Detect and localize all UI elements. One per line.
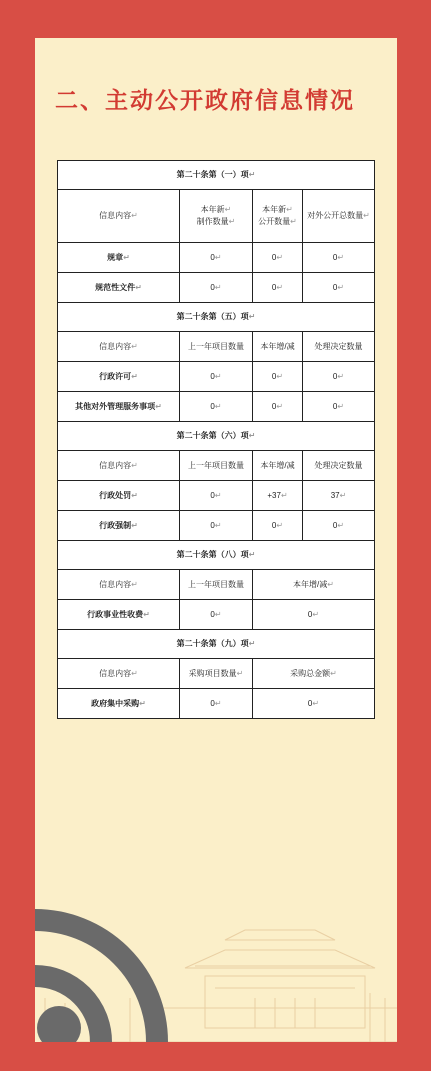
table-row — [58, 481, 375, 511]
table-cell: 0↵ — [253, 511, 303, 541]
section-title-row: 第二十条第（九）项↵ — [58, 630, 375, 659]
header-cell: 上一年项目数量 — [180, 332, 253, 362]
row-label: 政府集中采购↵ — [58, 689, 180, 719]
section-title-row: 第二十条第（六）项↵ — [58, 422, 375, 451]
header-cell: 信息内容↵ — [58, 190, 180, 243]
table-cell: 0↵ — [303, 243, 375, 273]
page-title: 二、主动公开政府信息情况 — [55, 87, 355, 113]
table-cell: 0↵ — [180, 243, 253, 273]
info-table-document — [57, 160, 375, 719]
table-cell: 0↵ — [180, 600, 253, 630]
table-cell: 0↵ — [303, 362, 375, 392]
section-title: 第二十条第（八）项 — [176, 550, 249, 559]
section-title-row: 第二十条第（一）项↵ — [58, 161, 375, 190]
section-title-row: 第二十条第（五）项↵ — [58, 303, 375, 332]
header-cell: 本年增/减 — [253, 332, 303, 362]
section-title: 第二十条第（九）项 — [176, 639, 249, 648]
header-cell: 本年增/减↵ — [253, 570, 375, 600]
table-row — [58, 600, 375, 630]
header-cell: 信息内容↵ — [58, 332, 180, 362]
signal-dot — [37, 1006, 81, 1042]
section-title: 第二十条第（五）项 — [176, 312, 249, 321]
row-label: 规章↵ — [58, 243, 180, 273]
table-header-row — [58, 659, 375, 689]
header-cell: 采购总金额↵ — [253, 659, 375, 689]
header-cell: 本年新↵ 公开数量↵ — [253, 190, 303, 243]
table-row — [58, 689, 375, 719]
row-label: 其他对外管理服务事项↵ — [58, 392, 180, 422]
table-cell: 0↵ — [180, 362, 253, 392]
table-cell: 0↵ — [253, 689, 375, 719]
table-cell: 37↵ — [303, 481, 375, 511]
table-cell: 0↵ — [180, 689, 253, 719]
table-cell: 0↵ — [303, 511, 375, 541]
table-cell: 0↵ — [180, 392, 253, 422]
section-title: 第二十条第（一）项 — [176, 170, 249, 179]
table-cell: 0↵ — [303, 273, 375, 303]
section-title-row: 第二十条第（八）项↵ — [58, 541, 375, 570]
header-cell: 处理决定数量 — [303, 332, 375, 362]
header-cell: 信息内容↵ — [58, 451, 180, 481]
header-cell: 信息内容↵ — [58, 570, 180, 600]
table-row — [58, 511, 375, 541]
row-label: 规范性文件↵ — [58, 273, 180, 303]
header-cell: 本年增/减 — [253, 451, 303, 481]
table-cell: 0↵ — [303, 392, 375, 422]
row-label: 行政处罚↵ — [58, 481, 180, 511]
table-cell: 0↵ — [253, 600, 375, 630]
header-cell: 上一年项目数量 — [180, 451, 253, 481]
table-row — [58, 392, 375, 422]
header-cell: 本年新↵ 制作数量↵ — [180, 190, 253, 243]
disclosure-table — [57, 160, 375, 719]
header-cell: 采购项目数量↵ — [180, 659, 253, 689]
content-panel — [35, 38, 397, 1042]
table-cell: 0↵ — [253, 243, 303, 273]
table-cell: 0↵ — [253, 273, 303, 303]
row-label: 行政许可↵ — [58, 362, 180, 392]
background-decoration — [35, 858, 397, 1042]
header-cell: 处理决定数量 — [303, 451, 375, 481]
header-cell: 对外公开总数量↵ — [303, 190, 375, 243]
table-header-row — [58, 332, 375, 362]
table-header-row — [58, 451, 375, 481]
table-header-row — [58, 190, 375, 243]
header-cell: 上一年项目数量 — [180, 570, 253, 600]
header-cell: 信息内容↵ — [58, 659, 180, 689]
table-row — [58, 243, 375, 273]
table-cell: 0↵ — [180, 273, 253, 303]
table-cell: 0↵ — [180, 481, 253, 511]
row-label: 行政强制↵ — [58, 511, 180, 541]
table-cell: 0↵ — [180, 511, 253, 541]
section-title: 第二十条第（六）项 — [176, 431, 249, 440]
table-row — [58, 362, 375, 392]
table-cell: 0↵ — [253, 362, 303, 392]
row-label: 行政事业性收费↵ — [58, 600, 180, 630]
table-cell: +37↵ — [253, 481, 303, 511]
table-row — [58, 273, 375, 303]
table-cell: 0↵ — [253, 392, 303, 422]
table-header-row — [58, 570, 375, 600]
